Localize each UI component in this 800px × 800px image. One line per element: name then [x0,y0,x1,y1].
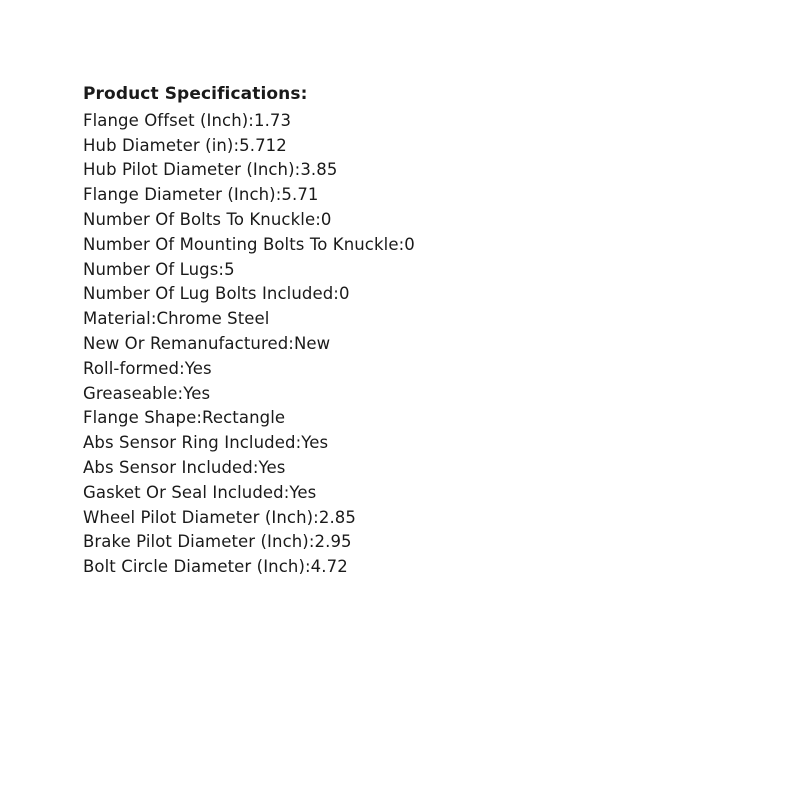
spec-line [83,357,760,382]
spec-value: 4.72 [310,557,348,577]
spec-value: Yes [183,383,211,403]
spec-value: Yes [301,433,329,453]
spec-label: Brake Pilot Diameter (Inch): [83,532,315,552]
spec-line [83,406,760,431]
spec-value: New [293,333,331,353]
spec-value: 2.85 [318,507,356,527]
spec-label: New Or Remanufactured: [83,333,294,353]
spec-label: Flange Offset (Inch): [83,110,254,130]
spec-value: 1.73 [253,110,292,130]
spec-value: 0 [338,284,350,304]
spec-value: Yes [289,482,317,502]
spec-label: Roll-formed: [83,358,185,378]
spec-label: Flange Shape: [83,408,203,428]
spec-line [83,431,760,456]
spec-label: Number Of Lug Bolts Included: [83,284,339,304]
spec-label: Number Of Bolts To Knuckle: [83,209,321,229]
spec-line [83,481,760,506]
spec-label: Wheel Pilot Diameter (Inch): [83,507,319,527]
spec-line [83,382,760,407]
spec-line [83,530,760,555]
spec-line [83,555,760,580]
spec-label: Bolt Circle Diameter (Inch): [83,557,311,577]
spec-line [83,233,760,258]
spec-line [83,282,760,307]
spec-line [83,506,760,531]
spec-line [83,332,760,357]
spec-label: Hub Diameter (in): [83,135,240,155]
spec-value: 2.95 [314,532,352,552]
spec-label: Material: [83,309,157,329]
spec-label: Abs Sensor Included: [83,457,259,477]
spec-label: Flange Diameter (Inch): [83,185,282,205]
spec-label: Abs Sensor Ring Included: [83,433,302,453]
spec-list [83,109,760,580]
spec-line [83,307,760,332]
spec-value: Rectangle [202,408,286,428]
spec-line [83,183,760,208]
spec-value: Chrome Steel [156,309,270,329]
spec-value: 0 [320,209,332,229]
spec-label: Number Of Lugs: [83,259,225,279]
spec-line [83,258,760,283]
spec-value: 5.71 [281,185,319,205]
spec-value: 0 [404,234,415,254]
spec-value: 5.712 [239,135,287,155]
spec-label: Number Of Mounting Bolts To Knuckle: [83,234,405,254]
spec-label: Gasket Or Seal Included: [83,482,290,502]
spec-line [83,208,760,233]
spec-label: Greaseable: [83,383,184,403]
spec-value: 3.85 [300,160,338,180]
spec-line [83,456,760,481]
spec-value: Yes [258,457,286,477]
spec-label: Hub Pilot Diameter (Inch): [83,160,301,180]
spec-line [83,134,760,159]
spec-line [83,158,760,183]
spec-line [83,109,760,134]
spec-value: Yes [184,358,212,378]
spec-value: 5 [224,259,235,279]
section-title: Product Specifications: [83,84,308,104]
